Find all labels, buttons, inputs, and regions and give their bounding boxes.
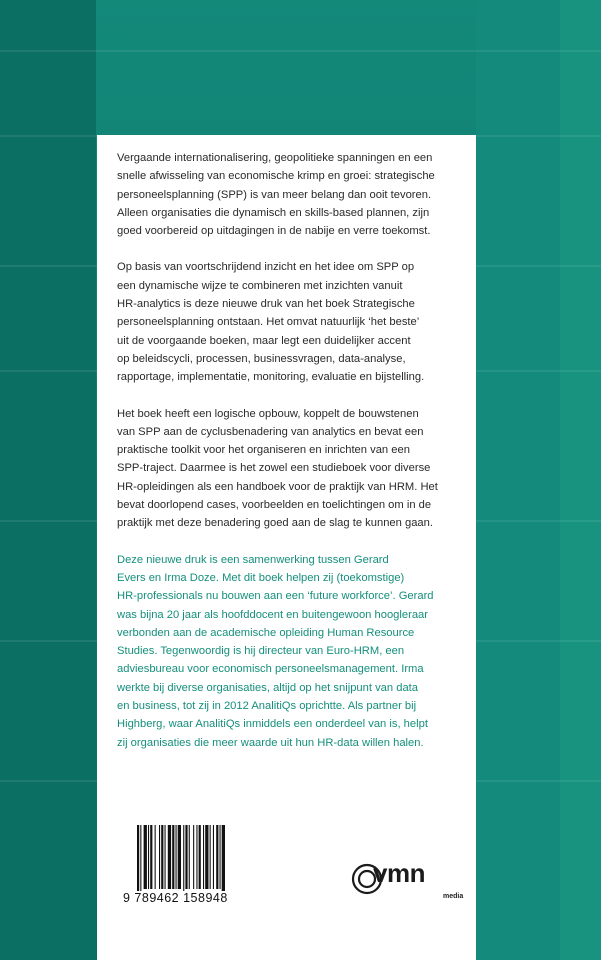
text-line: een dynamische wijze te combineren met inzichten vanuit [117,279,403,292]
text-line: personeelsplanning (SPP) is van meer belang dan ooit tevoren. [117,188,432,201]
blurb [117,149,459,770]
paragraph-structure [117,405,459,533]
barcode-bar [140,825,141,891]
barcode-bar [189,825,190,889]
barcode-bar [176,825,177,889]
isbn-number: 9 789462 158948 [123,891,228,905]
barcode-bar [148,825,149,889]
text-line: uit de voorgaande boeken, maar legt een duidelijker accent [117,334,411,347]
text-line: SPP-traject. Daarmee is het zowel een studieboek voor diverse [117,462,431,475]
text-line: HR-professionals nu bouwen aan een ‘future workforce’. Gerard [117,590,434,603]
text-line: rapportage, implementatie, monitoring, evaluatie en bijstelling. [117,371,425,384]
paragraph-intro [117,149,459,240]
text-line: Highberg, waar AnalitiQs inmiddels een onderdeel van is, helpt [117,718,428,731]
barcode-bar [196,825,197,889]
text-line: praktijk met deze benadering goed aan de slag te kunnen gaan. [117,517,433,530]
paragraph-authors [117,551,459,752]
publisher-name: vmn [373,858,425,888]
publisher-sub: media [443,893,464,900]
barcode-bar [185,825,187,889]
barcode-bar [159,825,160,889]
isbn-barcode [123,825,255,905]
text-line: en business, tot zij in 2012 AnalitiQs oprichtte. Als partner bij [117,700,417,713]
barcode-bar [213,825,214,889]
barcode-bar [178,825,181,889]
text-line: werkte bij diverse organisaties, altijd op het snijpunt van data [117,681,418,694]
text-line: bevat doorlopend cases, voorbeelden en toelichtingen om in de [117,499,432,512]
text-line: was bijna 20 jaar als hoofddocent en buitengewoon hoogleraar [117,608,428,621]
barcode-bar [150,825,152,889]
barcode-bar [155,825,156,889]
text-line: personeelsplanning ontstaan. Het omvat natuurlijk ‘het beste’ [117,316,420,329]
barcode-bar [222,825,225,891]
barcode-bar [216,825,218,889]
text-line: van SPP aan de cyclusbenadering van analytics en bevat een [117,425,424,438]
barcode-bar [144,825,147,889]
barcode-bar [168,825,171,889]
text-line: Het boek heeft een logische opbouw, koppelt de bouwstenen [117,407,419,420]
text-line: Op basis van voortschrijdend inzicht en het idee om SPP op [117,261,415,274]
barcode-bar [183,825,184,891]
text-line: goed voorbereid op uitdagingen in de nabije en verre toekomst. [117,225,431,238]
text-line: zij organisaties die meer waarde uit hun HR-data willen halen. [117,736,424,749]
barcode-bar [205,825,208,889]
text-line: Vergaande internationalisering, geopolitieke spanningen en een [117,152,433,164]
text-line: HR-analytics is deze nieuwe druk van het boek Strategische [117,298,415,311]
barcode-bar [165,825,166,889]
barcode-bar [193,825,194,889]
barcode-bar [137,825,139,891]
back-cover-text-panel [97,135,476,960]
text-line: adviesbureau voor economisch personeelsmanagement. Irma [117,663,424,676]
text-line: Studies. Tegenwoordig is hij directeur van Euro-HRM, een [117,645,405,658]
barcode-bar [199,825,201,889]
barcode-bar [210,825,211,889]
text-line: Evers en Irma Doze. Met dit boek helpen zij (toekomstige) [117,571,405,584]
text-line: praktische toolkit voor het organiseren en inrichten van een [117,444,410,457]
barcode-bar [220,825,221,889]
text-line: Alleen organisaties die dynamisch en skills-based plannen, zijn [117,206,430,219]
barcode-bar [161,825,163,889]
barcode-bar [203,825,204,889]
paragraph-origin [117,258,459,386]
text-line: verbonden aan de academische opleiding Human Resource [117,626,415,639]
barcode-bars [137,825,255,891]
text-line: snelle afwisseling van economische krimp en groei: strategische [117,170,435,183]
text-line: HR-opleidingen als een handboek voor de praktijk van HRM. Het [117,480,438,493]
text-line: op beleidscycli, processen, businessvragen, data-analyse, [117,352,406,365]
text-line: Deze nieuwe druk is een samenwerking tussen Gerard [117,553,389,566]
barcode-bar [172,825,174,889]
